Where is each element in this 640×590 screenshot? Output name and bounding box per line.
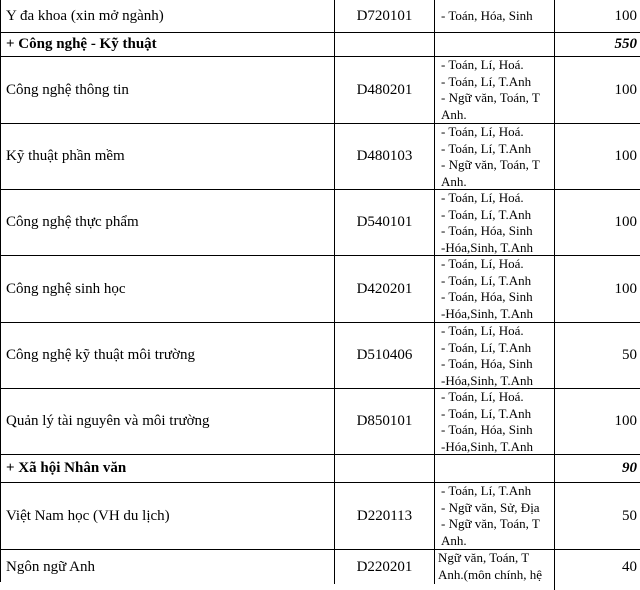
subject-combo: - Toán, Lí, T.Anh [441, 73, 532, 89]
program-code: D220201 [335, 550, 435, 584]
group-total: 90 [622, 460, 637, 476]
subject-combo: - Ngữ văn, Toán, T [441, 157, 540, 172]
subject-combos [435, 57, 555, 123]
subject-combo: -Hóa,Sinh, T.Anh [441, 372, 533, 388]
table-row [0, 190, 640, 256]
subject-combos [435, 550, 555, 590]
program-code: D220113 [335, 483, 435, 549]
program-name: Công nghệ thông tin [0, 57, 335, 123]
table-row [0, 124, 640, 190]
subject-combo: -Hóa,Sinh, T.Anh [441, 438, 533, 454]
subject-combo: -Hóa,Sinh, T.Anh [441, 305, 533, 321]
subject-combo: - Toán, Lí, Hoá. [441, 256, 524, 271]
subject-combo: Anh. [441, 173, 467, 189]
subject-combo: - Toán, Hóa, Sinh [441, 289, 533, 304]
empty-cell [435, 33, 555, 56]
subject-combo: Anh. [441, 532, 467, 548]
program-code: D850101 [335, 389, 435, 454]
subject-combo: Ngữ văn, Toán, T [438, 550, 530, 565]
program-code: D480103 [335, 124, 435, 189]
quota: 40 [622, 558, 637, 575]
program-name: Công nghệ kỹ thuật môi trường [0, 323, 335, 388]
program-name: Việt Nam học (VH du lịch) [0, 483, 335, 549]
group-row [0, 33, 640, 57]
program-code: D540101 [335, 190, 435, 255]
program-name: Công nghệ thực phẩm [0, 190, 335, 255]
quota: 50 [622, 507, 637, 524]
subject-combo: -Hóa,Sinh, T.Anh [441, 239, 533, 255]
subject-combo: - Toán, Lí, T.Anh [441, 405, 532, 421]
subject-combos [435, 389, 555, 454]
empty-cell [435, 455, 555, 482]
subject-combo: - Ngữ văn, Sử, Địa [441, 499, 540, 515]
group-row [0, 455, 640, 483]
table-row [0, 389, 640, 455]
group-title: + Xã hội Nhân văn [0, 455, 335, 482]
subject-combo: Anh.(môn chính, hệ [438, 566, 542, 582]
program-name: Y đa khoa (xin mở ngành) [0, 0, 335, 32]
subject-combo: - Ngữ văn, Toán, T [441, 516, 540, 531]
program-code: D420201 [335, 256, 435, 322]
program-name: Ngôn ngữ Anh [0, 550, 335, 584]
group-title: + Công nghệ - Kỹ thuật [0, 33, 335, 56]
subject-combo: - Toán, Hóa, Sinh [441, 356, 533, 371]
quota: 100 [614, 7, 637, 24]
table-row [0, 57, 640, 124]
subject-combo: - Toán, Lí, T.Anh [441, 272, 532, 288]
table-row [0, 550, 640, 590]
subject-combo: - Toán, Lí, Hoá. [441, 190, 524, 205]
quota: 100 [614, 148, 637, 164]
program-name: Quản lý tài nguyên và môi trường [0, 389, 335, 454]
subject-combos [435, 256, 555, 322]
subject-combo: - Toán, Lí, T.Anh [441, 140, 532, 156]
program-code: D720101 [335, 0, 435, 32]
subject-combo: - Toán, Lí, Hoá. [441, 323, 524, 338]
subject-combos [435, 124, 555, 189]
table-row [0, 323, 640, 389]
subject-combo: - Toán, Lí, Hoá. [441, 389, 524, 404]
subject-combos [435, 483, 555, 549]
subject-combo: - Toán, Lí, T.Anh [441, 483, 532, 498]
table-row [0, 0, 640, 33]
quota: 100 [614, 280, 637, 297]
subject-combo: - Toán, Hóa, Sinh [441, 7, 533, 23]
program-name: Công nghệ sinh học [0, 256, 335, 322]
program-code: D510406 [335, 323, 435, 388]
subject-combo: - Toán, Lí, Hoá. [441, 124, 524, 139]
subject-combo: - Toán, Lí, Hoá. [441, 57, 524, 72]
table-row [0, 483, 640, 550]
table-row [0, 256, 640, 323]
empty-cell [335, 455, 435, 482]
quota: 100 [614, 413, 637, 429]
subject-combo: - Ngữ văn, Toán, T [441, 90, 540, 105]
subject-combo: Anh. [441, 106, 467, 122]
empty-cell [335, 33, 435, 56]
subject-combo: - Toán, Hóa, Sinh [441, 422, 533, 437]
subject-combos [435, 190, 555, 255]
quota: 100 [614, 81, 637, 98]
subject-combos [435, 323, 555, 388]
subject-combo: - Toán, Lí, T.Anh [441, 206, 532, 222]
subject-combo: - Toán, Hóa, Sinh [441, 223, 533, 238]
subject-combos [435, 0, 555, 32]
program-name: Kỹ thuật phần mềm [0, 124, 335, 189]
quota: 100 [614, 214, 637, 230]
group-total: 550 [614, 36, 637, 52]
program-code: D480201 [335, 57, 435, 123]
quota: 50 [622, 347, 637, 363]
subject-combo: - Toán, Lí, T.Anh [441, 339, 532, 355]
